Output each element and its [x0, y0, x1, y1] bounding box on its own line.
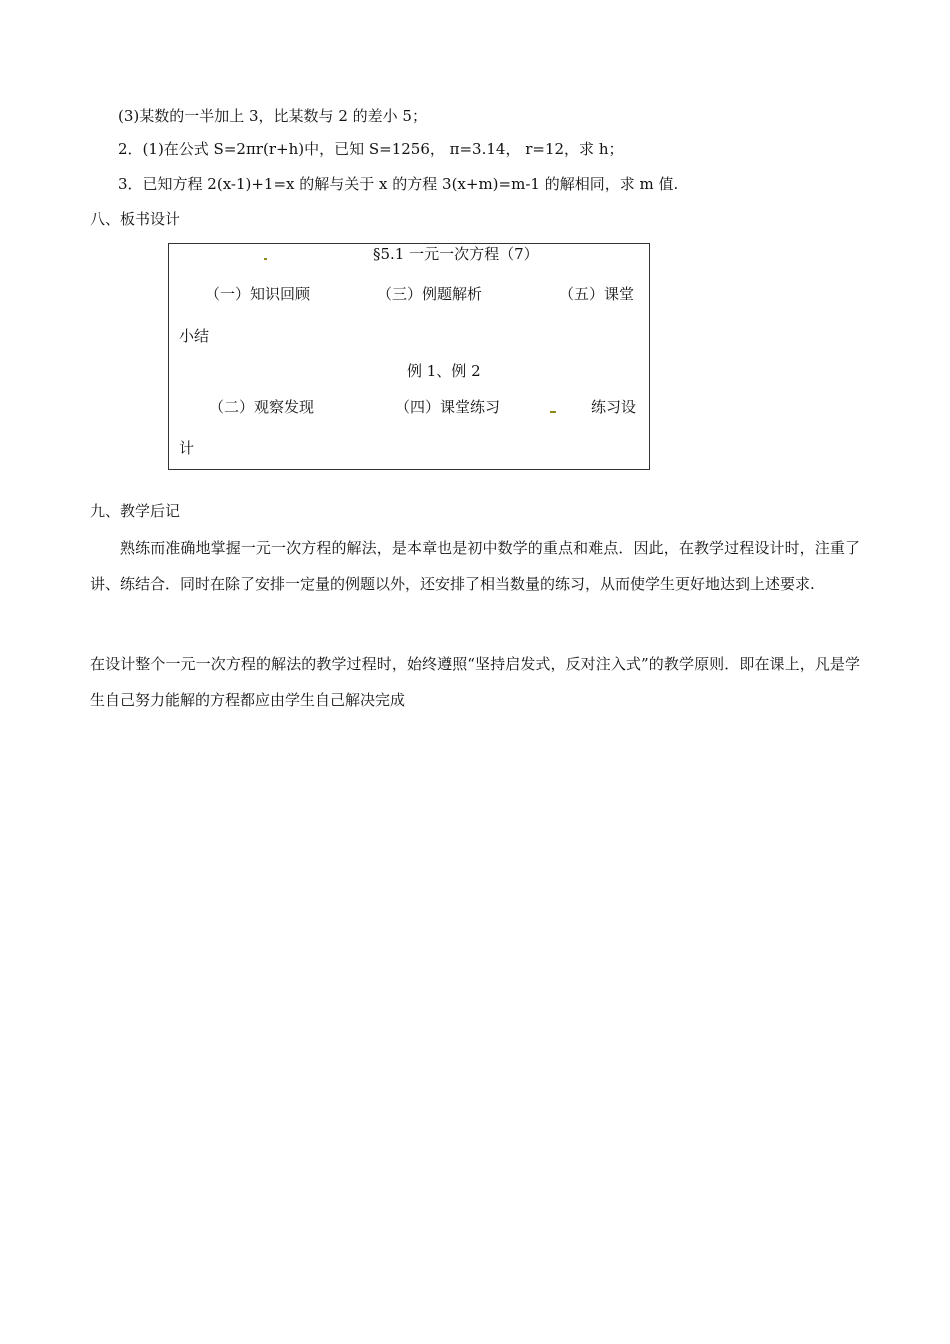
- exercise-item-2: 2．(1)在公式 S=2πr(r+h)中，已知 S=1256， π=3.14， r=12，求 h；: [118, 140, 624, 158]
- board-class-practice: （四）课堂练习: [395, 398, 501, 416]
- board-observe-discover: （二）观察发现: [209, 398, 315, 416]
- exercise-item-3: 3．已知方程 2(x-1)+1=x 的解与关于 x 的方程 3(x+m)=m-1 的解相同，求 m 值.: [118, 175, 679, 193]
- board-design-box: [168, 243, 650, 470]
- board-practice-design: 练习设: [591, 398, 637, 416]
- marker-dot: [550, 411, 556, 413]
- board-class-summary-wrap: 小结: [179, 327, 210, 345]
- board-knowledge-review: （一）知识回顾: [205, 285, 311, 303]
- section-8-heading: 八、板书设计: [90, 210, 181, 228]
- section-9-heading: 九、教学后记: [90, 502, 181, 520]
- board-examples: 例 1、例 2: [407, 362, 481, 380]
- board-title: §5.1 一元一次方程（7）: [373, 245, 539, 263]
- board-class-summary: （五）课堂: [559, 285, 635, 303]
- board-example-analysis: （三）例题解析: [377, 285, 483, 303]
- reflection-paragraph-2: 在设计整个一元一次方程的解法的教学过程时，始终遵照“坚持启发式，反对注入式”的教学原则．即在课上，凡是学生自己努力能解的方程都应由学生自己解决完成: [90, 655, 860, 709]
- marker-dot: [264, 258, 267, 260]
- reflection-paragraph-1: 熟练而准确地掌握一元一次方程的解法，是本章也是初中数学的重点和难点．因此，在教学过程设计时，注重了讲、练结合．同时在除了安排一定量的例题以外，还安排了相当数量的练习，从而使学生更好地达到上述要求.: [90, 539, 860, 593]
- exercise-item-3-sub: (3)某数的一半加上 3，比某数与 2 的差小 5；: [118, 107, 427, 125]
- board-practice-design-wrap: 计: [179, 439, 195, 457]
